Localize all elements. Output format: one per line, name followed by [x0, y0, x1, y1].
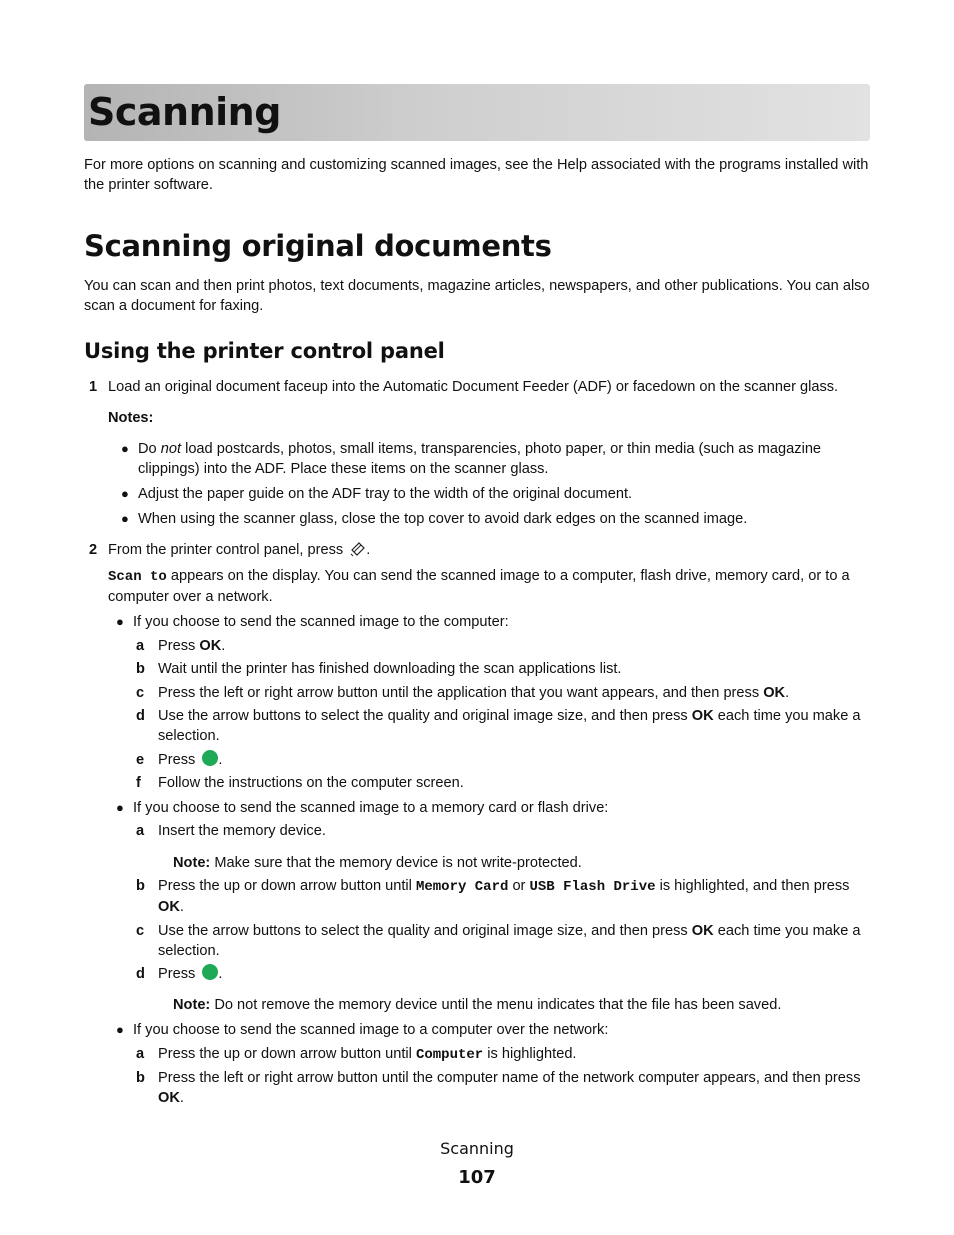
substep-letter: f — [136, 775, 141, 791]
step-number: 1 — [89, 379, 98, 395]
notes-label: Notes: — [108, 410, 154, 426]
note: Note: Do not remove the memory device until the menu indicates that the file has been saved. — [173, 997, 782, 1013]
display-message: Scan to appears on the display. You can send the scanned image to a computer, flash drive, memory card, or to a computer over a network. — [108, 568, 850, 605]
subsection-title: Using the printer control panel — [84, 339, 445, 363]
substep-text: Press . — [158, 966, 223, 982]
substep-letter: a — [136, 638, 145, 654]
footer-chapter-label: Scanning — [440, 1139, 514, 1158]
bullet-icon: ● — [116, 800, 124, 815]
start-button-icon — [202, 750, 218, 766]
step-text: From the printer control panel, press . — [108, 540, 370, 563]
bullet-icon: ● — [121, 441, 129, 456]
substep-text: Follow the instructions on the computer screen. — [158, 775, 464, 791]
substep-letter: a — [136, 1046, 145, 1062]
bullet-icon: ● — [116, 1022, 124, 1037]
substep-text: Press OK. — [158, 638, 226, 654]
bullet-icon: ● — [121, 511, 129, 526]
substep-text: Use the arrow buttons to select the quality and original image size, and then press OK each time you make a selection. — [158, 923, 861, 959]
substep-text: Press the up or down arrow button until Memory Card or USB Flash Drive is highlighted, and then press OK. — [158, 878, 850, 915]
bullet-icon: ● — [121, 486, 129, 501]
option-heading: If you choose to send the scanned image to a memory card or flash drive: — [133, 800, 609, 816]
substep-text: Insert the memory device. — [158, 823, 326, 839]
substep-text: Press . — [158, 752, 223, 768]
substep-letter: a — [136, 823, 145, 839]
substep-text: Press the left or right arrow button until the application that you want appears, and then press OK. — [158, 685, 790, 701]
substep-text: Use the arrow buttons to select the quality and original image size, and then press OK each time you make a selection. — [158, 708, 861, 744]
start-button-icon — [202, 964, 218, 980]
substep-letter: c — [136, 923, 145, 939]
note-item: Adjust the paper guide on the ADF tray to the width of the original document. — [138, 486, 633, 502]
substep-letter: d — [136, 966, 145, 982]
option-heading: If you choose to send the scanned image to the computer: — [133, 614, 509, 630]
page-number: 107 — [458, 1167, 496, 1188]
chapter-title: Scanning — [88, 90, 281, 134]
note-item: Do not load postcards, photos, small items, transparencies, photo paper, or thin media (such as magazine clippings) into the ADF. Place these items on the scanner glass. — [138, 441, 822, 477]
substep-text: Press the left or right arrow button until the computer name of the network computer appears, and then press OK. — [158, 1070, 861, 1106]
substep-letter: b — [136, 1070, 145, 1086]
substep-letter: b — [136, 878, 145, 894]
section-title: Scanning original documents — [84, 229, 552, 263]
step-text: Load an original document faceup into the Automatic Document Feeder (ADF) or facedown on the scanner glass. — [108, 379, 839, 395]
substep-text: Wait until the printer has finished downloading the scan applications list. — [158, 661, 622, 677]
substep-letter: d — [136, 708, 145, 724]
substep-text: Press the up or down arrow button until Computer is highlighted. — [158, 1046, 577, 1063]
substep-letter: c — [136, 685, 145, 701]
note: Note: Make sure that the memory device is not write-protected. — [173, 855, 582, 871]
bullet-icon: ● — [116, 614, 124, 629]
section-intro: You can scan and then print photos, text documents, magazine articles, newspapers, and other publications. You can also scan a document for faxing. — [84, 278, 870, 314]
step-number: 2 — [89, 542, 98, 558]
option-heading: If you choose to send the scanned image to a computer over the network: — [133, 1022, 609, 1038]
substep-letter: e — [136, 752, 145, 768]
scan-icon — [350, 541, 366, 563]
chapter-intro: For more options on scanning and customizing scanned images, see the Help associated with the programs installed with the printer software. — [84, 157, 869, 193]
substep-letter: b — [136, 661, 145, 677]
note-item: When using the scanner glass, close the top cover to avoid dark edges on the scanned image. — [138, 511, 748, 527]
